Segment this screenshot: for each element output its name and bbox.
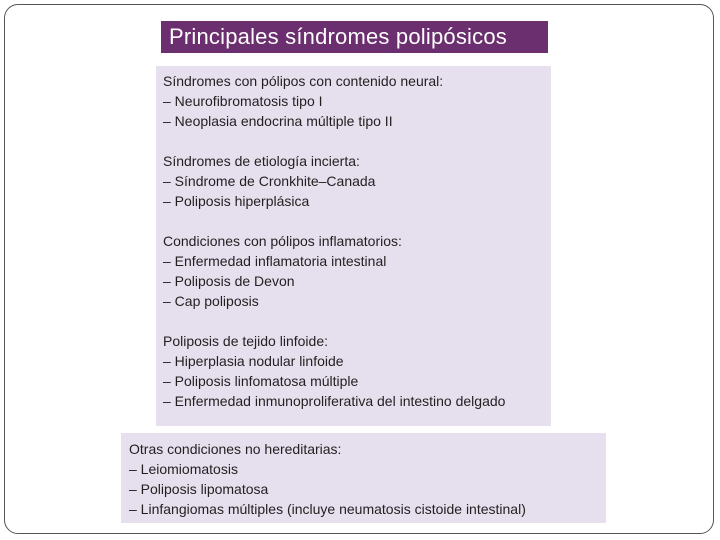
section-lymphoid (163, 331, 551, 411)
other-conditions-box (121, 433, 606, 523)
list-item: – Linfangiomas múltiples (incluye neumatosis cistoide intestinal) (129, 501, 526, 517)
list-item: – Cap poliposis (163, 293, 259, 309)
section-other (129, 439, 606, 519)
section-heading: Síndromes de etiología incierta: (163, 153, 360, 169)
list-item: – Enfermedad inmunoproliferativa del intestino delgado (163, 393, 506, 409)
list-item: – Neoplasia endocrina múltiple tipo II (163, 113, 393, 129)
list-item: – Hiperplasia nodular linfoide (163, 353, 344, 369)
list-item: – Leiomiomatosis (129, 461, 238, 477)
list-item: – Poliposis hiperplásica (163, 193, 310, 209)
section-heading: Otras condiciones no hereditarias: (129, 441, 342, 457)
syndromes-box (156, 66, 551, 426)
section-neural (163, 71, 551, 131)
list-item: – Poliposis lipomatosa (129, 481, 269, 497)
list-item: – Enfermedad inflamatoria intestinal (163, 253, 387, 269)
section-uncertain-etiology (163, 151, 551, 211)
section-inflammatory (163, 231, 551, 311)
slide-title: Principales síndromes polipósicos (161, 21, 548, 53)
section-heading: Poliposis de tejido linfoide: (163, 333, 328, 349)
list-item: – Poliposis de Devon (163, 273, 295, 289)
section-heading: Condiciones con pólipos inflamatorios: (163, 233, 402, 249)
list-item: – Neurofibromatosis tipo I (163, 93, 323, 109)
section-heading: Síndromes con pólipos con contenido neural: (163, 73, 444, 89)
list-item: – Poliposis linfomatosa múltiple (163, 373, 359, 389)
list-item: – Síndrome de Cronkhite–Canada (163, 173, 376, 189)
